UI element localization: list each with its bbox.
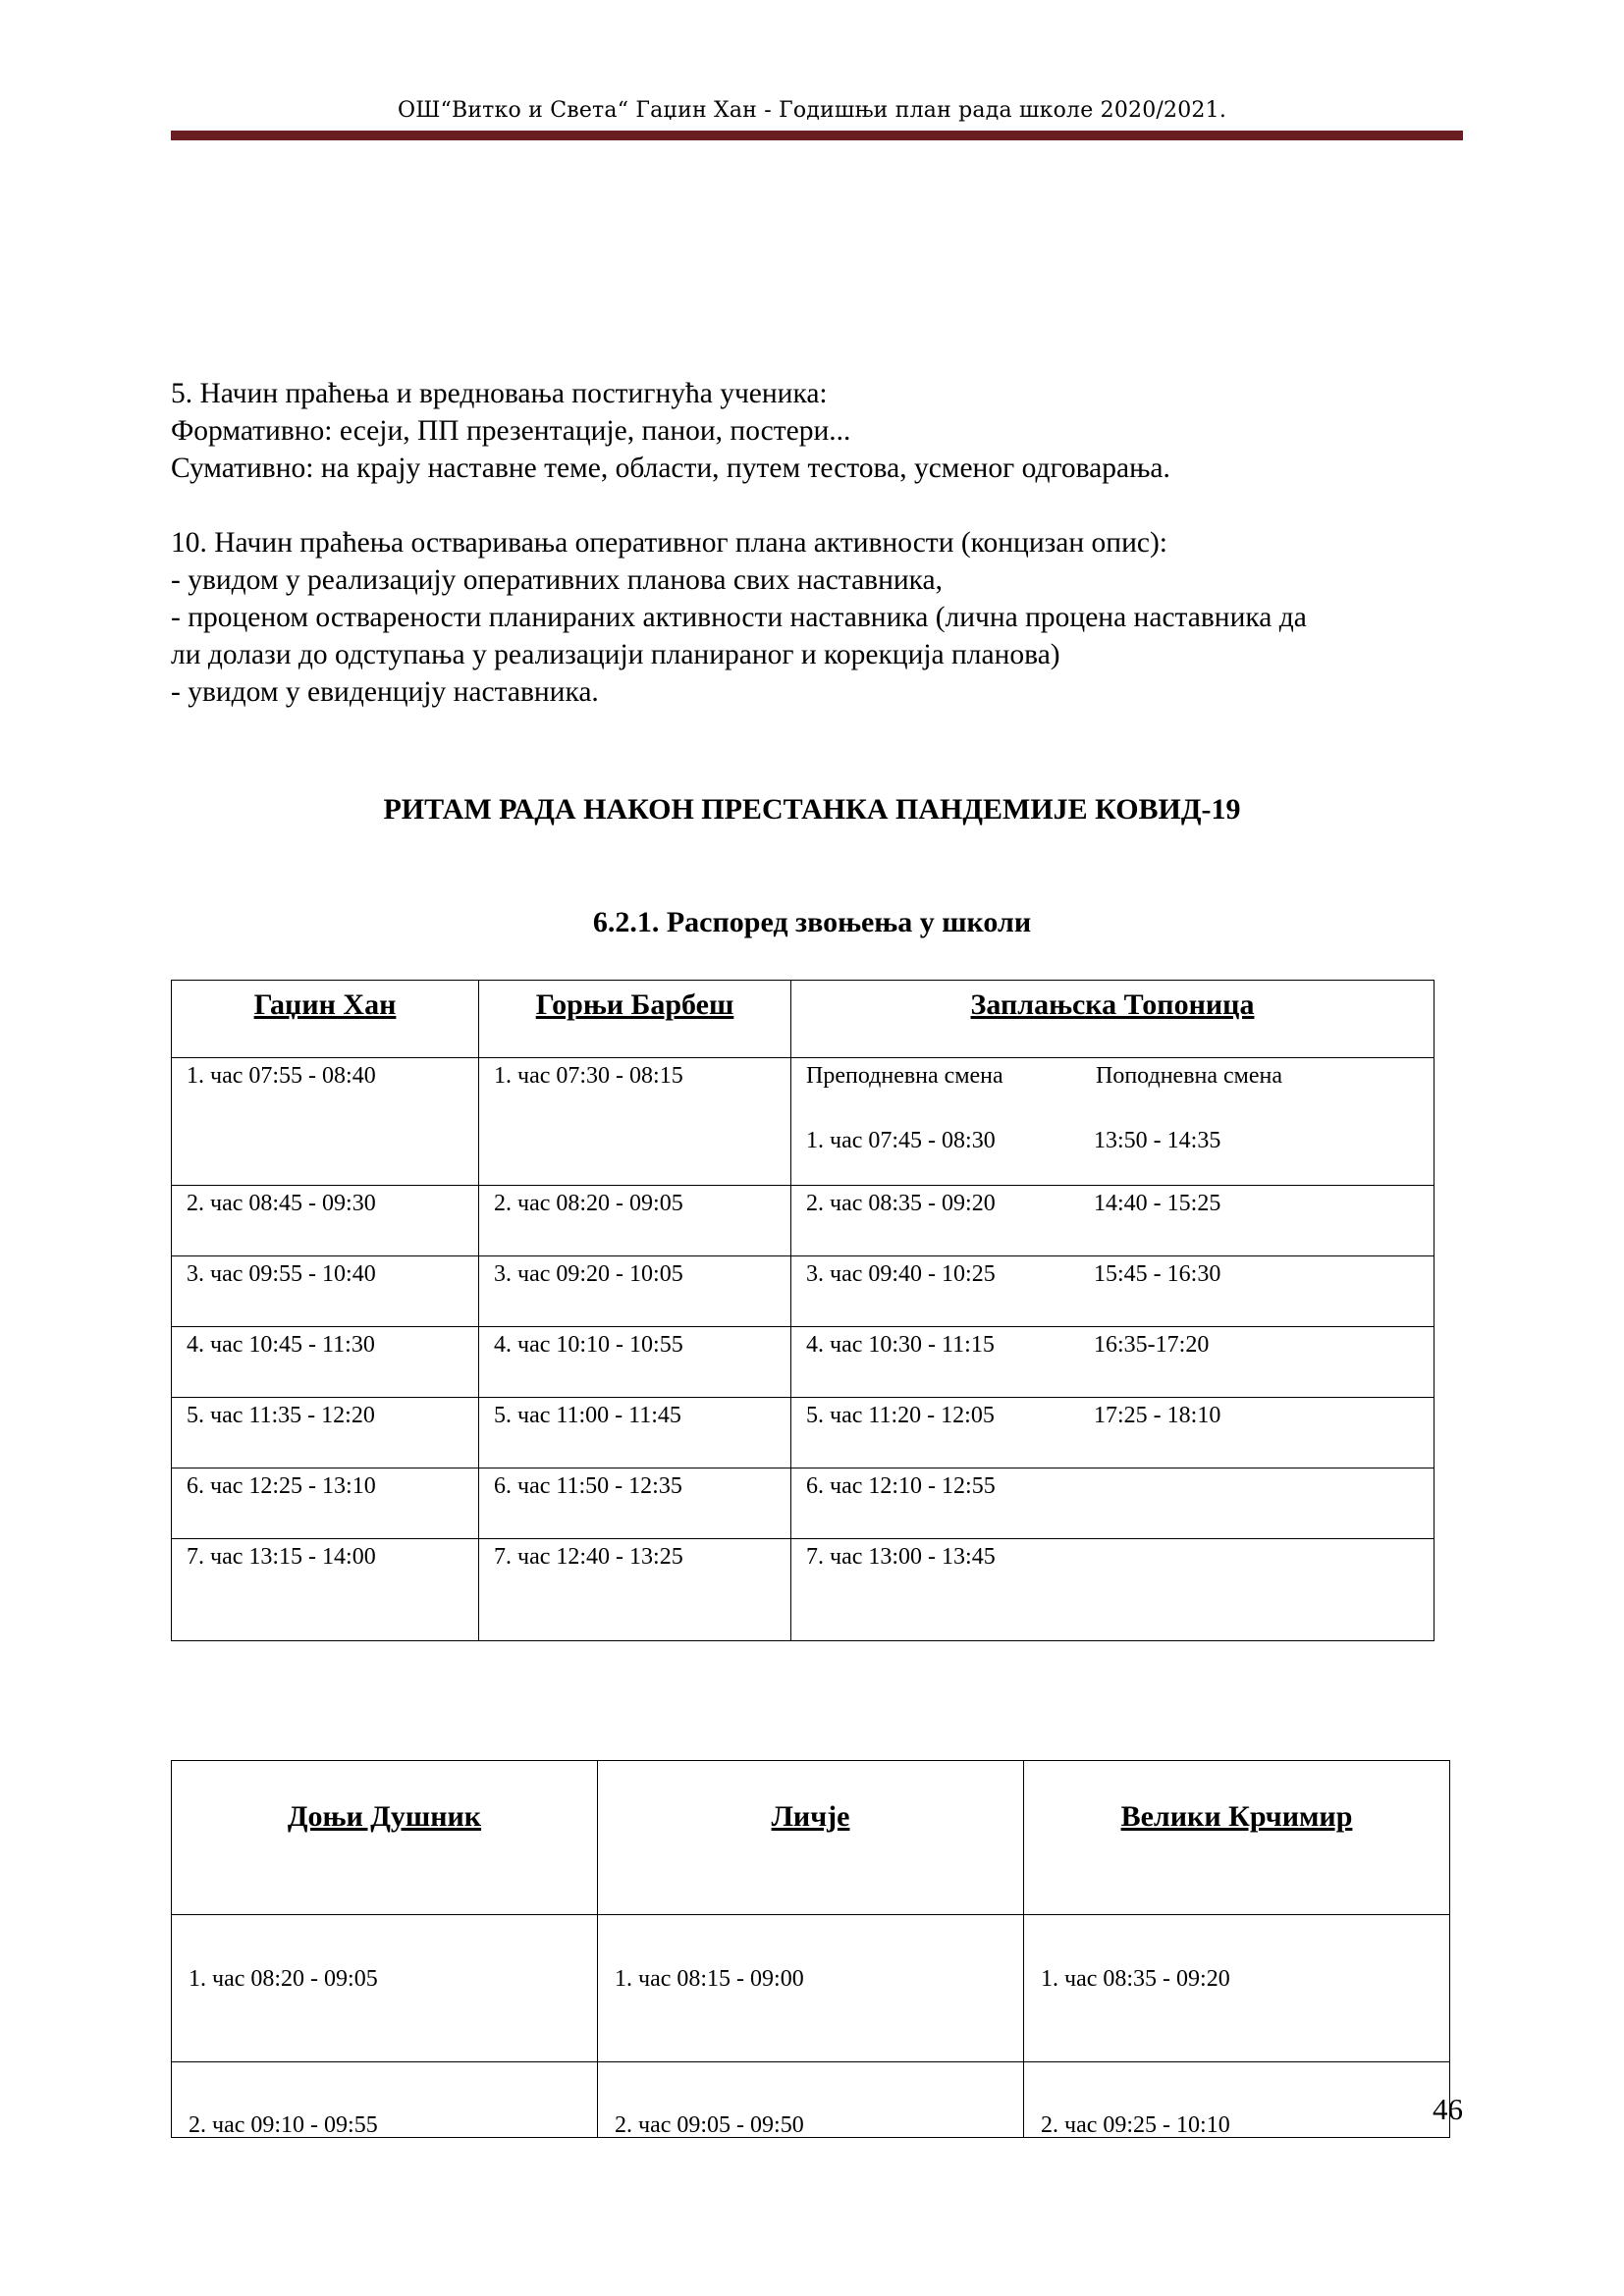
table-cell <box>791 1327 1435 1398</box>
running-header: ОШ“Витко и Света“ Гаџин Хан - Годишњи план рада школе 2020/2021. <box>397 98 1227 123</box>
text-line: - проценом остварености планираних активности наставника (лична процена наставника да <box>171 602 1307 633</box>
period-time: 2. час 09:10 - 09:55 <box>189 2112 378 2138</box>
table-cell <box>479 1398 791 1468</box>
period-time: 5. час 11:20 - 12:05 <box>806 1403 995 1428</box>
table-cell <box>172 1398 479 1468</box>
period-time: 1. час 07:55 - 08:40 <box>187 1063 376 1089</box>
period-time: 3. час 09:20 - 10:05 <box>494 1261 683 1287</box>
text-line: 5. Начин праћења и вредновања постигнућа ученика: <box>171 378 828 409</box>
table-cell <box>479 1327 791 1398</box>
period-time: 1. час 08:15 - 09:00 <box>615 1966 804 1992</box>
period-time-afternoon: 17:25 - 18:10 <box>1094 1403 1221 1428</box>
table-cell <box>598 2062 1024 2138</box>
header-cell <box>172 981 479 1058</box>
table-cell <box>172 1468 479 1539</box>
period-time: 7. час 12:40 - 13:25 <box>494 1544 683 1570</box>
school-name: Личје <box>771 1800 850 1833</box>
table-cell <box>172 1186 479 1256</box>
period-time: 6. час 11:50 - 12:35 <box>494 1473 682 1499</box>
text-line: - увидом у реализацију оперативних планова свих наставника, <box>171 564 944 596</box>
table-cell <box>791 1058 1435 1186</box>
table-cell <box>791 1468 1435 1539</box>
table-cell <box>1024 2062 1450 2138</box>
text-line: 10. Начин праћења остваривања оперативног плана активности (концизан опис): <box>171 527 1167 559</box>
period-time: 2. час 08:35 - 09:20 <box>806 1191 996 1216</box>
period-time: 6. час 12:10 - 12:55 <box>806 1473 996 1499</box>
table-cell <box>172 1327 479 1398</box>
school-name: Горњи Барбеш <box>535 988 734 1021</box>
table-cell <box>479 1256 791 1327</box>
text-line: Формативно: есеји, ПП презентације, панои, постери... <box>171 415 851 447</box>
table-cell <box>172 1256 479 1327</box>
header-cell <box>172 1761 598 1915</box>
subsection-title: 6.2.1. Распоред звоњења у школи <box>592 906 1032 938</box>
shift-label-afternoon: Поподневна смена <box>1096 1063 1283 1089</box>
table-cell <box>791 1256 1435 1327</box>
table-cell <box>172 1539 479 1641</box>
bell-schedule-table-1 <box>171 980 1435 1641</box>
shift-label-morning: Преподневна смена <box>806 1063 1003 1089</box>
table-cell <box>479 1539 791 1641</box>
table-cell <box>791 1398 1435 1468</box>
header-cell <box>598 1761 1024 1915</box>
period-time: 1. час 07:45 - 08:30 <box>806 1128 996 1153</box>
table-cell <box>791 1186 1435 1256</box>
period-time: 4. час 10:45 - 11:30 <box>187 1332 375 1358</box>
period-time: 3. час 09:40 - 10:25 <box>806 1261 996 1287</box>
period-time-afternoon: 15:45 - 16:30 <box>1094 1261 1221 1287</box>
school-name: Доњи Душник <box>287 1800 482 1833</box>
period-time: 5. час 11:35 - 12:20 <box>187 1403 375 1428</box>
page-number: 46 <box>1433 2092 1463 2126</box>
text-line: ли долази до одступања у реализацији планираног и корекција планова) <box>171 639 1060 670</box>
table-cell <box>172 1058 479 1186</box>
period-time: 1. час 07:30 - 08:15 <box>494 1063 683 1089</box>
period-time-afternoon: 13:50 - 14:35 <box>1094 1128 1221 1153</box>
paragraph-monitoring <box>171 524 1477 711</box>
period-time: 2. час 09:05 - 09:50 <box>615 2112 804 2138</box>
header-cell <box>1024 1761 1450 1915</box>
period-time: 4. час 10:10 - 10:55 <box>494 1332 683 1358</box>
bell-schedule-table-2 <box>171 1760 1450 2138</box>
school-name: Заплањска Топоница <box>970 988 1255 1021</box>
header-cell <box>791 981 1435 1058</box>
text-line: Сумативно: на крају наставне теме, области, путем тестова, усменог одговарања. <box>171 453 1170 484</box>
table-cell <box>172 1915 598 2062</box>
period-time-afternoon: 16:35-17:20 <box>1094 1332 1210 1358</box>
school-name: Велики Крчимир <box>1120 1800 1353 1833</box>
table-cell <box>1024 1915 1450 2062</box>
table-cell <box>172 2062 598 2138</box>
section-title: РИТАМ РАДА НАКОН ПРЕСТАНКА ПАНДЕМИЈЕ КОВИД-19 <box>383 793 1241 826</box>
header-rule <box>171 131 1463 140</box>
period-time: 2. час 09:25 - 10:10 <box>1041 2112 1230 2138</box>
paragraph-assessment <box>171 375 1477 487</box>
period-time: 5. час 11:00 - 11:45 <box>494 1403 681 1428</box>
header-cell <box>479 981 791 1058</box>
period-time: 7. час 13:00 - 13:45 <box>806 1544 996 1570</box>
period-time: 3. час 09:55 - 10:40 <box>187 1261 376 1287</box>
table-cell <box>479 1186 791 1256</box>
table-cell <box>479 1058 791 1186</box>
period-time: 2. час 08:20 - 09:05 <box>494 1191 683 1216</box>
period-time: 1. час 08:20 - 09:05 <box>189 1966 378 1992</box>
period-time: 2. час 08:45 - 09:30 <box>187 1191 376 1216</box>
text-line: - увидом у евиденцију наставника. <box>171 676 599 708</box>
school-name: Гаџин Хан <box>253 988 397 1021</box>
table-cell <box>479 1468 791 1539</box>
period-time: 4. час 10:30 - 11:15 <box>806 1332 995 1358</box>
period-time: 1. час 08:35 - 09:20 <box>1041 1966 1230 1992</box>
period-time-afternoon: 14:40 - 15:25 <box>1094 1191 1221 1216</box>
period-time: 6. час 12:25 - 13:10 <box>187 1473 376 1499</box>
table-cell <box>791 1539 1435 1641</box>
period-time: 7. час 13:15 - 14:00 <box>187 1544 376 1570</box>
table-cell <box>598 1915 1024 2062</box>
